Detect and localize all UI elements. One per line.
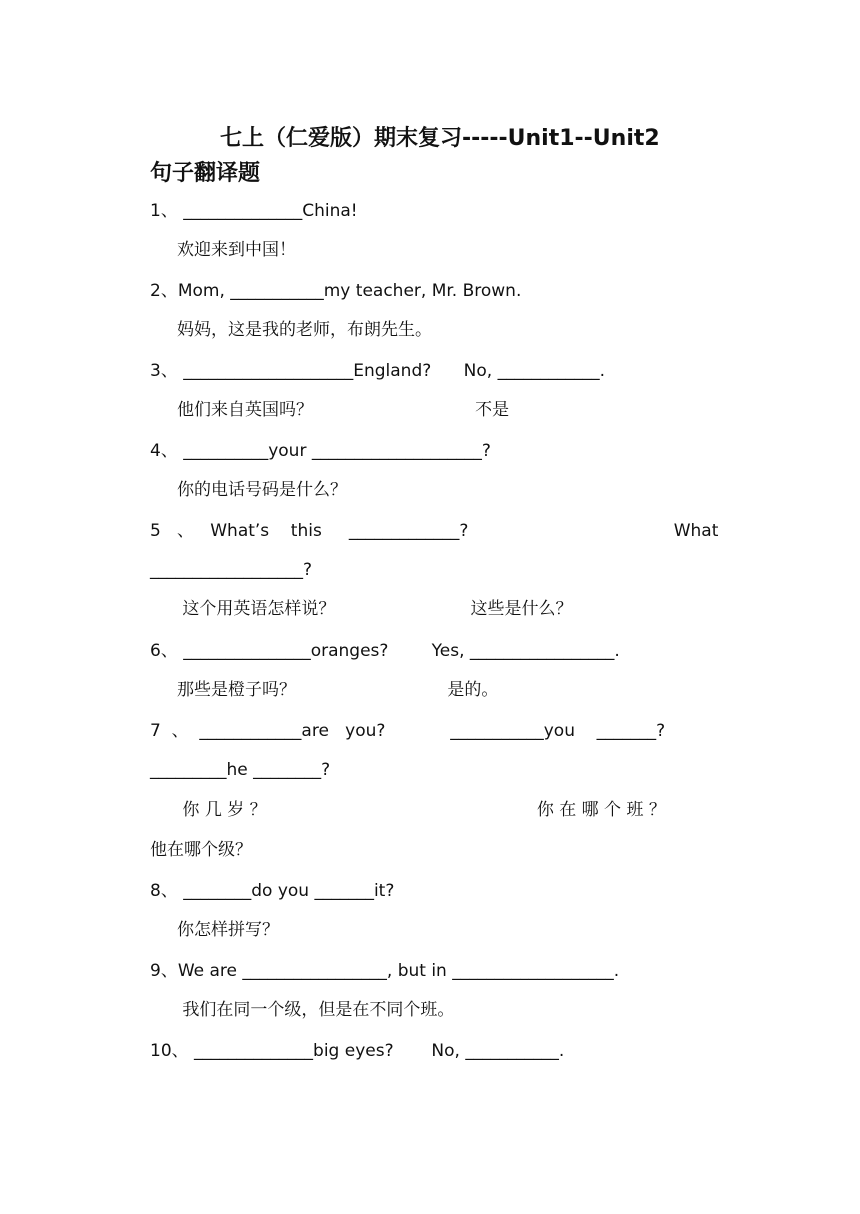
question-5-chinese: 这个用英语怎样说？ 这些是什么？ [150, 599, 573, 619]
question-2-chinese: 妈妈，这是我的老师，布朗先生。 [150, 320, 433, 340]
question-3-english: 3、 ____________________England? No, ____________. [150, 361, 606, 381]
question-4-chinese: 你的电话号码是什么？ [150, 480, 348, 500]
question-3-chinese: 他们来自英国吗？ 不是 [150, 400, 510, 420]
question-7-english-cont: _________he ________? [150, 760, 331, 780]
question-1-chinese: 欢迎来到中国！ [150, 240, 297, 260]
question-2-english: 2、Mom, ___________my teacher, Mr. Brown. [150, 281, 522, 301]
document-title-line-2: 句子翻译题 [150, 161, 261, 186]
question-9-chinese: 我们在同一个级，但是在不同个班。 [150, 1000, 455, 1020]
question-7-english: 7 、 ____________are you? ___________you _______? [150, 721, 666, 741]
question-5-english-cont: __________________? [150, 560, 313, 580]
question-4-english: 4、 __________your ____________________? [150, 441, 491, 461]
question-1-english: 1、 ______________China! [150, 201, 358, 221]
question-8-chinese: 你怎样拼写？ [150, 920, 280, 940]
question-6-chinese: 那些是橙子吗？ 是的。 [150, 680, 499, 700]
question-6-english: 6、 _______________oranges? Yes, _________________. [150, 641, 620, 661]
document-title-line-1: 七上（仁爱版）期末复习-----Unit1--Unit2 [220, 126, 660, 151]
question-9-english: 9、We are _________________, but in ___________________. [150, 961, 620, 981]
question-7-chinese: 你 几 岁 ？ 你 在 哪 个 班 ？ [150, 800, 666, 820]
question-5-english: 5 、 What’s this _____________? What [150, 521, 719, 541]
question-10-english: 10、 ______________big eyes? No, ___________. [150, 1041, 565, 1061]
question-8-english: 8、 ________do you _______it? [150, 881, 395, 901]
question-7-chinese-cont: 他在哪个级？ [150, 840, 252, 860]
